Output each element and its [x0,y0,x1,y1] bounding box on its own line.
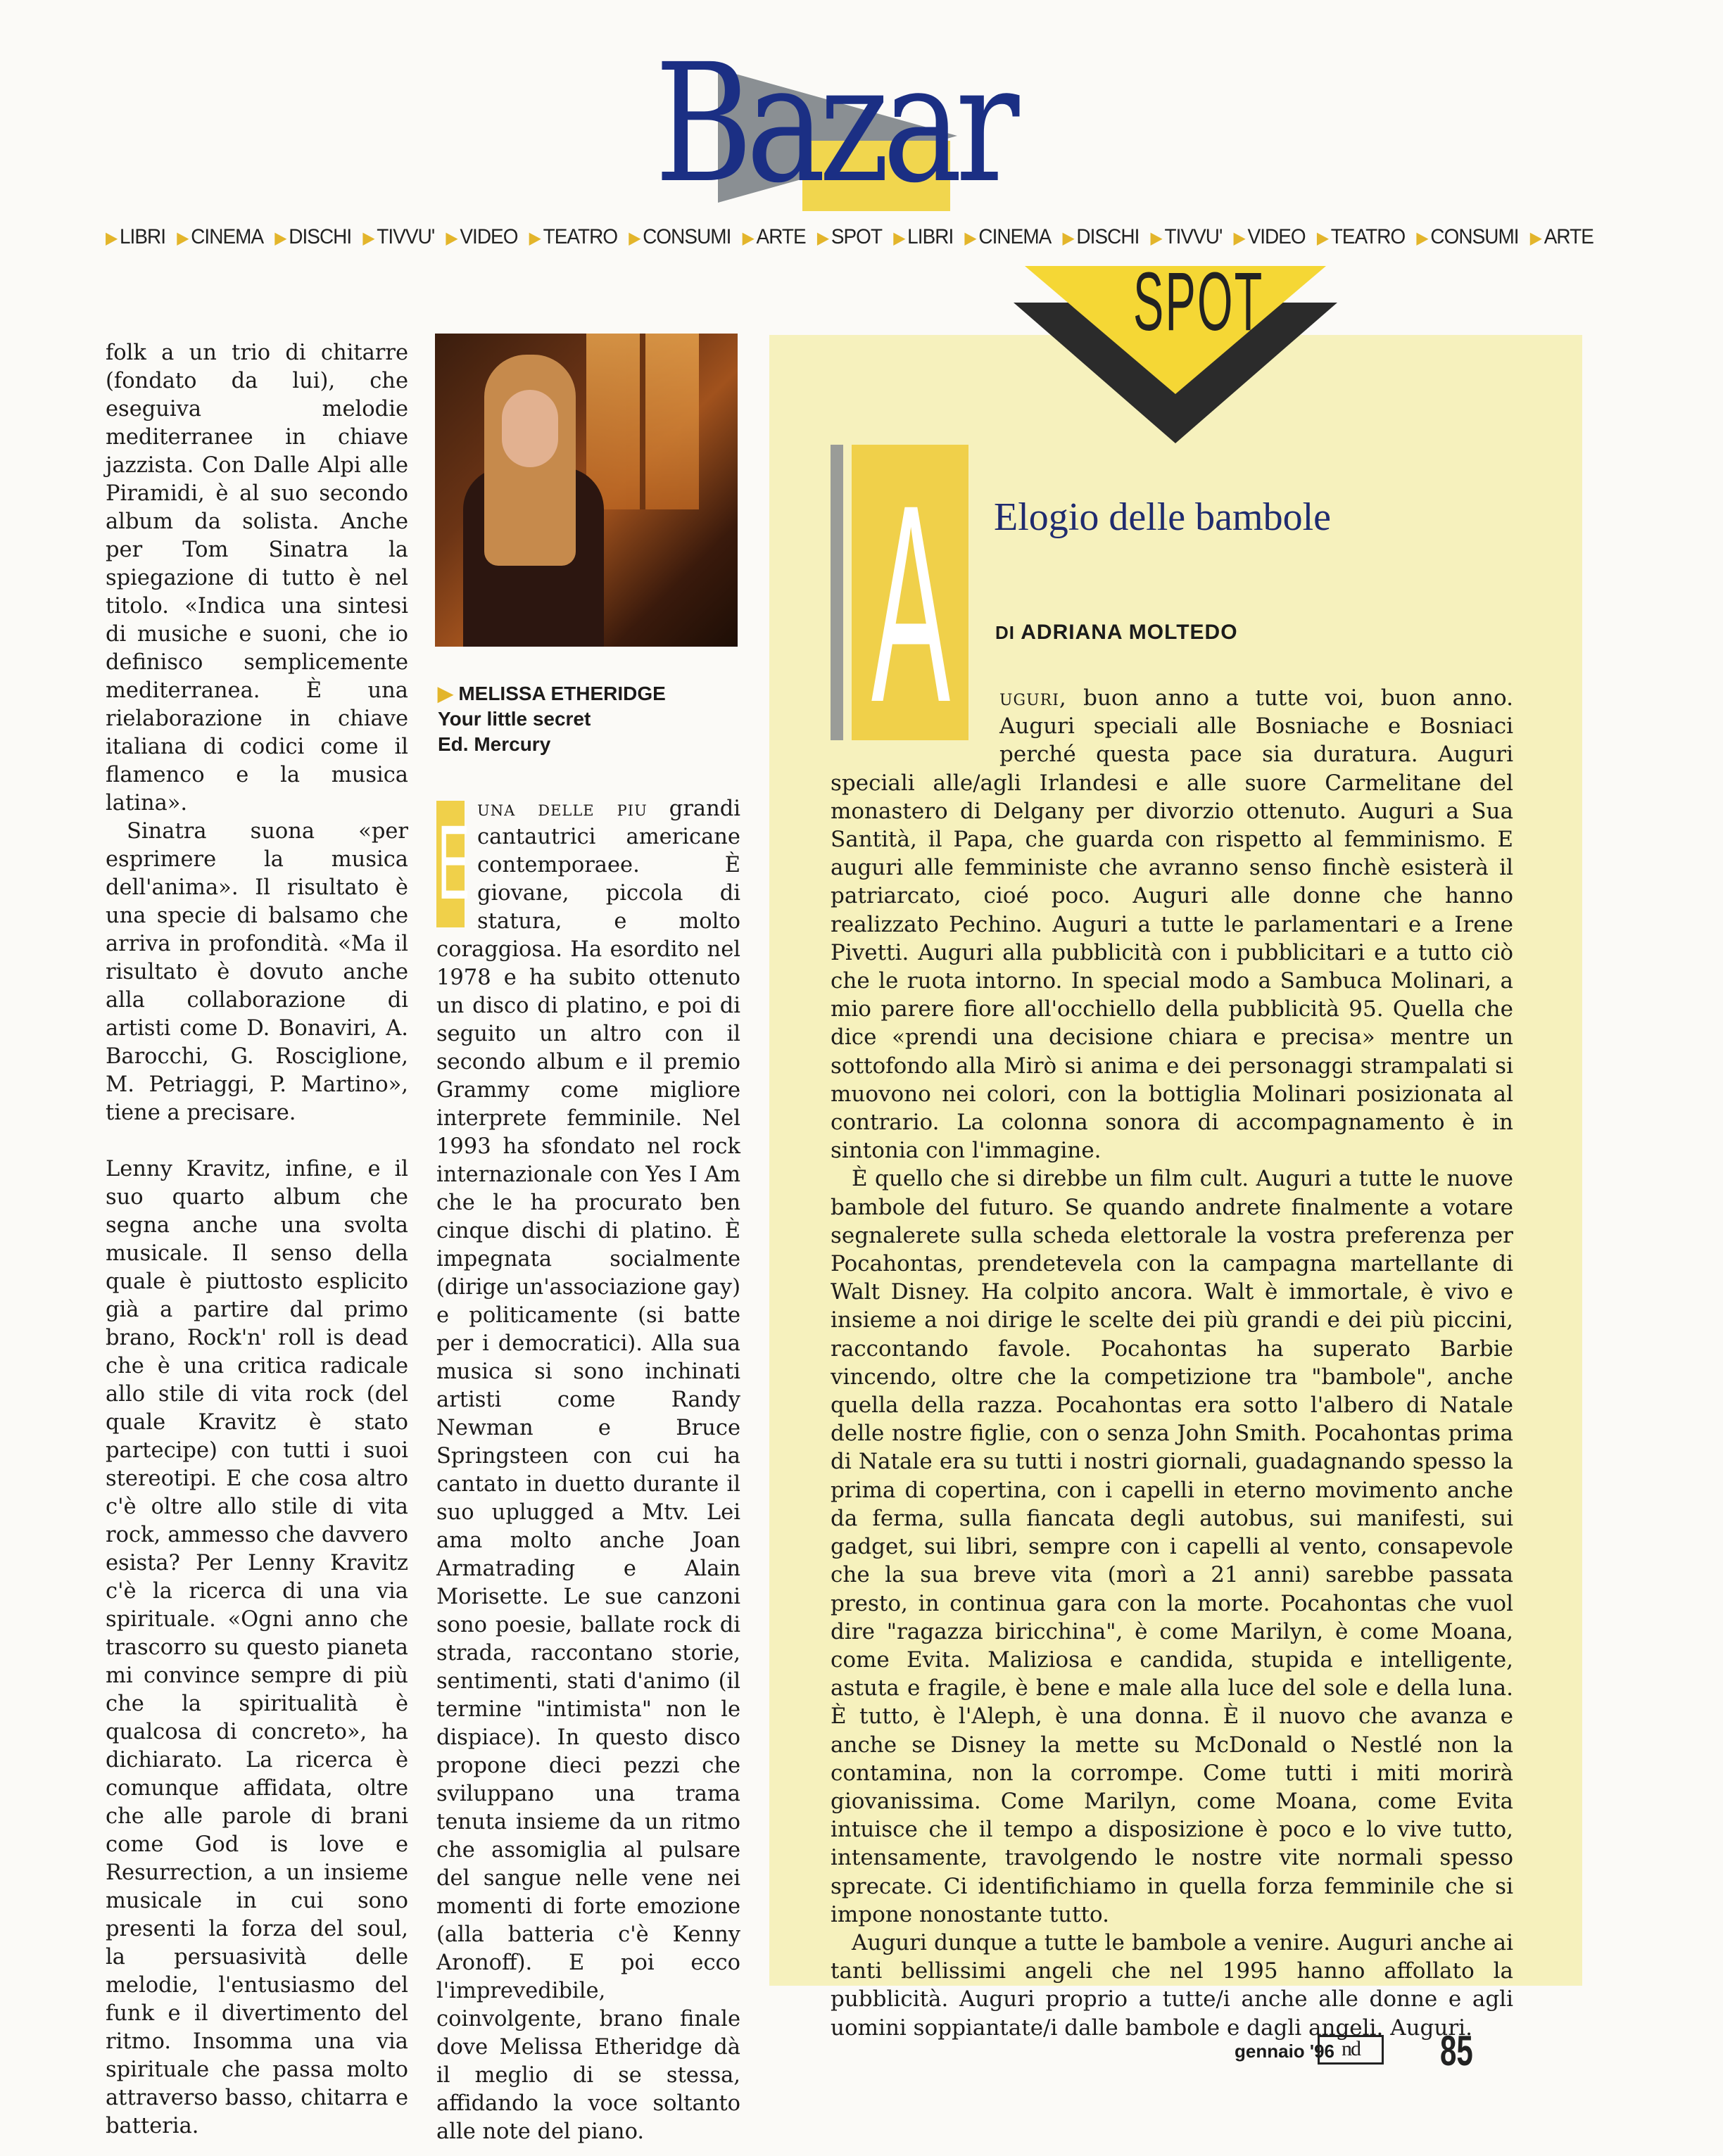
arrow-icon: ▶ [362,229,374,248]
arrow-icon: ▶ [1150,229,1162,248]
dropcap-e: E [436,801,465,927]
photo-window-shape [586,334,699,509]
arrow-icon: ▶ [438,683,459,704]
menu-item[interactable]: ▶ SPOT [816,225,883,248]
arrow-icon: ▶ [893,229,905,248]
menu-item[interactable]: ▶ LIBRI [106,225,166,248]
arrow-icon: ▶ [529,229,541,248]
menu-item[interactable]: ▶ DISCHI [274,225,352,248]
paragraph: Sinatra suona «per esprimere la musica dell'anima». Il risultato è una specie di balsamo che arriva in profondità. «Ma il risultato è dovuto anche alla collaborazione di artisti come D. Bonaviri, A. Barocchi, G. Rosciglione, M. Petriaggi, P. Martino», tiene a precisare. [106,819,408,1125]
column-1-text [106,339,408,2141]
menu-item[interactable]: ▶ TEATRO [1316,225,1406,248]
arrow-icon: ▶ [629,229,640,248]
arrow-icon: ▶ [274,229,286,248]
dropcap-spacer [436,795,477,919]
article-title: Elogio delle bambole [994,495,1331,539]
arrow-icon: ▶ [106,229,118,248]
page-number: 85 [1440,2027,1473,2074]
menu-item[interactable]: ▶ CINEMA [964,225,1052,248]
arrow-icon: ▶ [742,229,754,248]
arrow-icon: ▶ [816,229,829,248]
caption-album: Your little secret [438,708,591,730]
photo-figure-face [502,390,558,467]
lead-words: uguri, [999,685,1067,711]
menu-item[interactable]: ▶ VIDEO [1233,225,1306,248]
paragraph: folk a un trio di chitarre (fondato da lui), che eseguiva melodie mediterranee in chiave jazzista. Con Dalle Alpi alle Piramidi, è al suo secondo album da solista. Anche per Tom Sinatra la spiegazione di tutto è nel titolo. «Indica una sintesi di musiche e suoni, che io definisco semplicemente mediterranea. È una rielaborazione in chiave italiana di codici come il flamenco e la musica latina». [106,341,408,816]
paragraph: Lenny Kravitz, infine, e il suo quarto album che segna anche una svolta musicale. Il senso della quale è piuttosto esplicito già a partire dal primo brano, Rock'n' roll is dead che è una critica radicale allo stile di vita rock (del quale Kravitz è stato partecipe) con tutti i suoi stereotipi. E che cosa altro c'è oltre allo stile di vita rock, ammesso che davvero esista? Per Lenny Kravitz c'è la ricerca di una via spirituale. «Ogni anno che trascorro su questo pianeta mi convince sempre di più che la spiritualità è qualcosa di concreto», ha dichiarato. La ricerca è comunque affidata, oltre che alle parole di brani come God is love e Resurrection, a un insieme musicale in cui sono presenti la forza del soul, la persuasività delle melodie, l'entusiasmo del funk e il divertimento del ritmo. Insomma una via spirituale che passa molto attraverso basso, chitarra e batteria. [106,1157,408,2138]
menu-item[interactable]: ▶ CINEMA [177,225,264,248]
logo-text: Bazar [655,29,1013,219]
arrow-icon: ▶ [446,229,457,248]
menu-item[interactable]: ▶ TIVVU' [1150,225,1223,248]
magazine-logo: nd [1318,2035,1384,2065]
paragraph: uguri, buon anno a tutte voi, buon anno. Auguri speciali alle Bosniache e Bosniaci perché questa pace sia duratura. Auguri speciali alle/agli Irlandesi e alle suore Carmelitane del monastero di Delgany per divorzio ottenuto. Auguri a Sua Santità, il Papa, che guarda con rispetto al femminismo. E auguri alle femministe che avranno senso finchè esisterà il patriarcato, cioé poco. Auguri alle donne che hanno realizzato Pechino. Auguri a tutte le parlamentari e a Irene Pivetti. Auguri alla pubblicità con i pubblicitari e a tutto ciò che le ruota intorno. In special modo a Sambuca Molinari, a mio parere fiore all'occhiello della pubblicità 95. Quella che dice «prendi una decisione chiara e precisa» mentre un sottofondo alla Mirò si anima e dei personaggi strampalati si muovono nei colori, con la bottiglia Molinari posizionata al contrario. La colonna sonora di accompagnamento è in sintonia con l'immagine. [831,685,1513,1164]
album-caption [438,681,740,757]
menu-item[interactable]: ▶ ARTE [742,225,806,248]
caption-artist: MELISSA ETHERIDGE [458,683,666,704]
arrow-icon: ▶ [1416,229,1428,248]
menu-item[interactable]: ▶ VIDEO [446,225,518,248]
menu-item[interactable]: ▶ ARTE [1529,225,1593,248]
paragraph: una delle piu grandi cantautrici americane contemporaee. È giovane, piccola di statura, e molto coraggiosa. Ha esordito nel 1978 e ha subito ottenuto un disco di platino, e poi di seguito un altro con il secondo album e il premio Grammy come migliore interprete femminile. Nel 1993 ha sfondato nel rock internazionale con Yes I Am che le ha procurato ben cinque dischi di platino. È impegnata socialmente (dirige un'associazione gay) e politicamente (si batte per i democratici). Alla sua musica si sono inchinati artisti come Randy Newman e Bruce Springsteen con cui ha cantato in duetto durante il suo uplugged a Mtv. Lei ama molto anche Joan Armatrading e Alain Morisette. Le sue canzoni sono poesie, ballate rock di strada, raccontano storie, sentimenti, stati d'animo (il termine "intimista" non le dispiace). In questo disco propone dieci pezzi che sviluppano una trama tenuta insieme da un ritmo che assomiglia al pulsare del sangue nelle vene nei momenti di forte emozione (alla batteria c'è Kenny Aronoff). E poi ecco l'imprevedibile, coinvolgente, brano finale dove Melissa Etheridge dà il meglio di se stessa, affidando la voce soltanto alle note del piano. [436,797,741,2144]
arrow-icon: ▶ [964,229,976,248]
dropcap-spacer [831,684,999,743]
spot-label: SPOT [1133,255,1264,348]
menu-item[interactable]: ▶ CONSUMI [1416,225,1519,248]
paragraph: È quello che si direbbe un film cult. Auguri a tutte le nuove bambole del futuro. Se quando andrete finalmente a votare segnalerete sulla scheda elettorale la vostra preferenza per Pocahontas, prendetevela con la campagna martellante di Walt Disney. Ha colpito ancora. Walt è immortale, è vivo e insieme a noi dirige le scelte dei più grandi e dei più piccini, raccontando favole. Pocahontas ha superato Barbie vincendo, oltre che la competizione tra "bambole", anche quella della razza. Pocahontas era sotto l'albero di Natale delle nostre figlie, con o senza John Smith. Pocahontas prima di Natale era su tutti i nostri giornali, guadagnando spesso la prima di copertina, con i capelli in eterno movimento anche da ferma, sulla fiancata degli autobus, sui manifesti, sui gadget, sui libri, sempre con i capelli al vento, consapevole che la sua breve vita (morì a 21 anni) sarebbe passata presto, in continua gara con la morte. Pocahontas che vuol dire "ragazza biricchina", è come Marilyn, è come Moana, come Evita. Maliziosa e candida, stupida e intelligente, astuta e fragile, è bene e male alla luce del sole e della luna. È tutto, è l'Aleph, è una donna. È il nuovo che avanza e anche se Disney la mette su McDonald o Nestlé non la contamina, non la corrompe. Come tutti i miti morirà giovanissima. Come Marilyn, come Moana, come Evita intuisce che il tempo a disposizione è poco e lo vive tutto, intensamente, travolgendo le nostre vite normali spesso sprecate. Ci identifichiamo in quella forza femminile che si impone nonostante tutto. [831,1166,1513,1927]
masthead-logo [655,29,1049,225]
menu-item[interactable]: ▶ LIBRI [893,225,954,248]
column-2-text [436,795,740,2146]
menu-item[interactable]: ▶ TEATRO [529,225,618,248]
lead-words: una delle piu [477,797,648,821]
issue-date: gennaio '96 [1235,2041,1334,2062]
melissa-etheridge-photo [435,334,738,647]
menu-item[interactable]: ▶ CONSUMI [629,225,731,248]
spot-article-text [831,684,1513,2042]
arrow-icon: ▶ [177,229,189,248]
byline: DI ADRIANA MOLTEDO [995,621,1238,644]
arrow-icon: ▶ [1062,229,1074,248]
caption-label: Ed. Mercury [438,733,551,755]
arrow-icon: ▶ [1233,229,1245,248]
section-menu [106,225,1593,256]
menu-item[interactable]: ▶ DISCHI [1062,225,1140,248]
arrow-icon: ▶ [1529,229,1542,248]
dropcap-a: A [852,445,968,740]
menu-item[interactable]: ▶ TIVVU' [362,225,435,248]
arrow-icon: ▶ [1316,229,1329,248]
paragraph: Auguri dunque a tutte le bambole a venire. Auguri anche ai tanti bellissimi angeli che nel 1995 hanno affollato la pubblicità. Auguri proprio a tutte/i anche alle donne e agli uomini soppiantate/i dalle bambole e dagli angeli. Auguri. [831,1929,1513,2041]
